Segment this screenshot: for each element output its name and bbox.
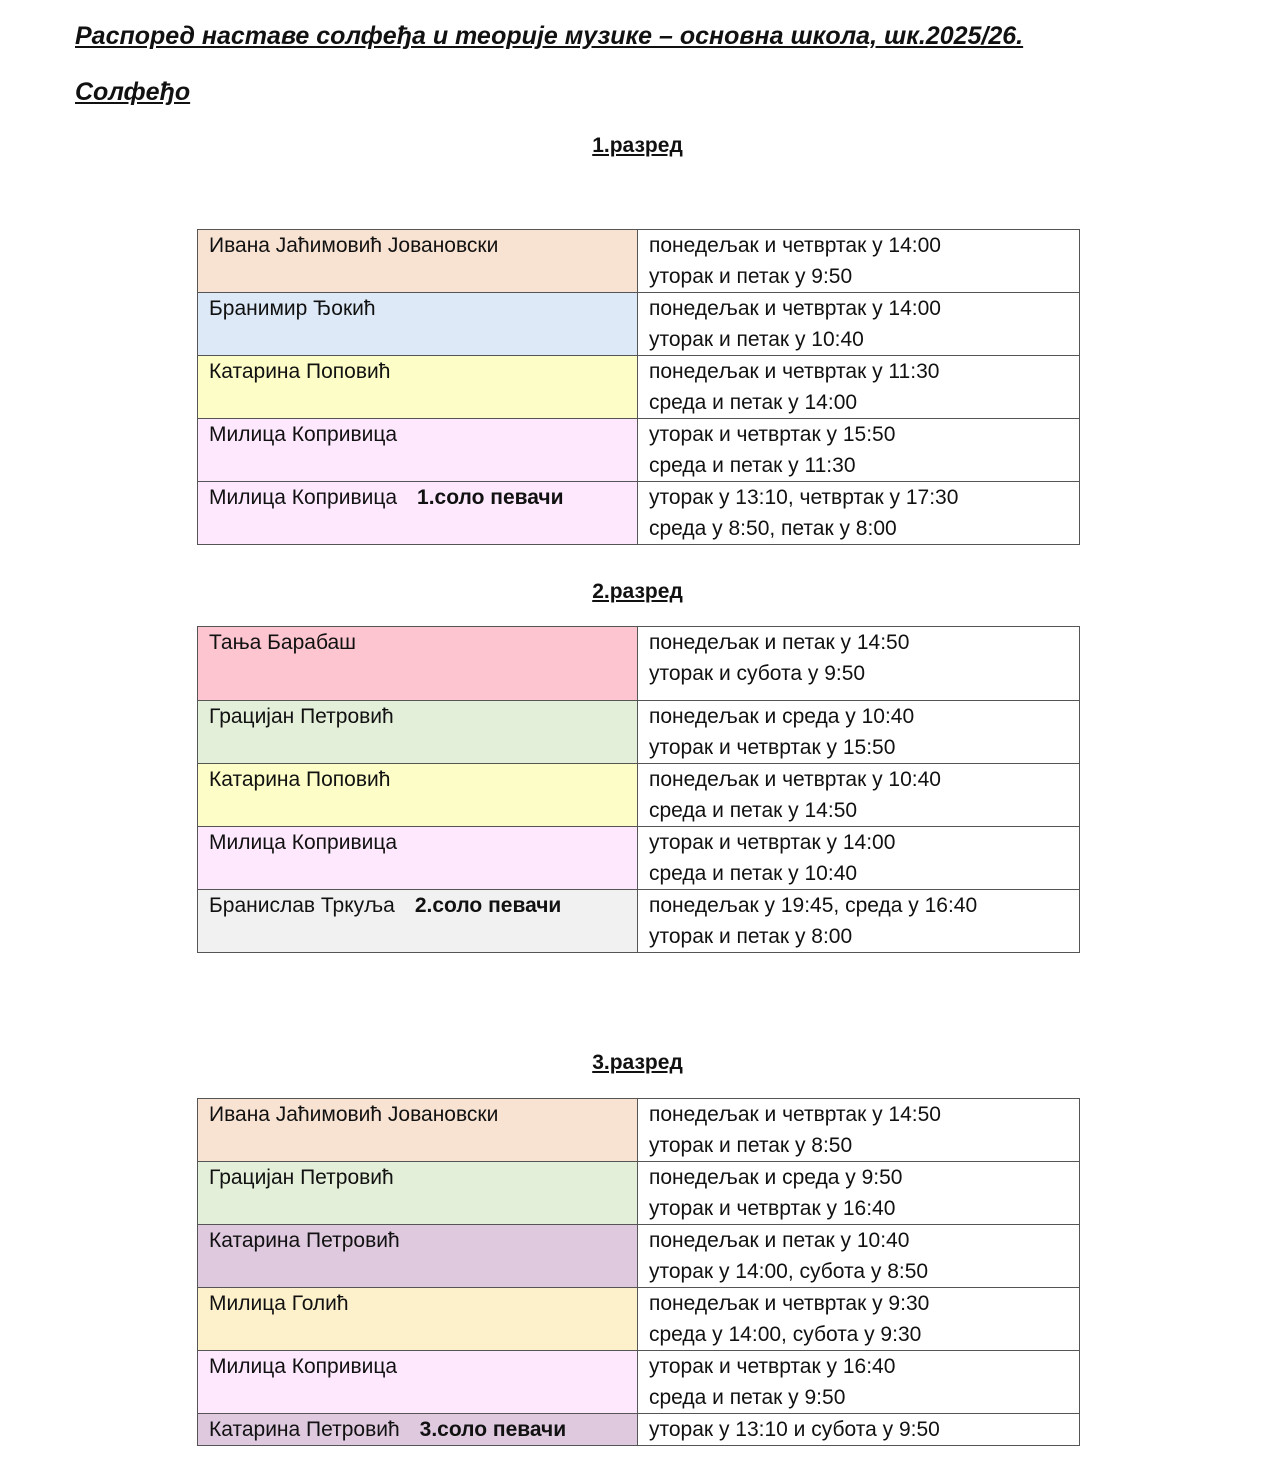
teacher-cell — [198, 1162, 638, 1225]
table-row — [198, 1414, 1080, 1446]
schedule-cell — [638, 419, 1080, 482]
table-row — [198, 1099, 1080, 1162]
teacher-cell — [198, 482, 638, 545]
teacher-cell — [198, 419, 638, 482]
table-row — [198, 293, 1080, 356]
section-title: Солфеђо — [75, 78, 191, 106]
schedule-line: уторак и четвртак у 15:50 — [649, 736, 896, 759]
schedule-line: уторак у 14:00, субота у 8:50 — [649, 1260, 929, 1283]
teacher-cell — [198, 230, 638, 293]
schedule-line: среда и петак у 14:50 — [649, 799, 858, 822]
teacher-cell — [198, 1351, 638, 1414]
table-row — [198, 1225, 1080, 1288]
table-row — [198, 890, 1080, 953]
schedule-line: среда и петак у 11:30 — [649, 454, 856, 477]
teacher-name: Грацијан Петровић — [209, 705, 394, 728]
schedule-line: среда у 14:00, субота у 9:30 — [649, 1323, 922, 1346]
table-row — [198, 1288, 1080, 1351]
grade-1-heading: 1.разред — [592, 134, 683, 157]
schedule-cell — [638, 356, 1080, 419]
teacher-name: Катарина Поповић — [209, 768, 391, 791]
schedule-line: понедељак и петак у 14:50 — [649, 631, 910, 654]
teacher-cell — [198, 701, 638, 764]
schedule-line: уторак и субота у 9:50 — [649, 662, 866, 685]
teacher-name: Милица Копривица — [209, 1355, 398, 1378]
schedule-line: понедељак и четвртак у 14:00 — [649, 234, 941, 257]
schedule-line: уторак у 13:10 и субота у 9:50 — [649, 1418, 940, 1441]
schedule-cell — [638, 890, 1080, 953]
table-row — [198, 482, 1080, 545]
schedule-line: уторак и петак у 9:50 — [649, 265, 853, 288]
schedule-cell — [638, 230, 1080, 293]
table-row — [198, 627, 1080, 701]
grade-3-table-body — [198, 1099, 1080, 1446]
schedule-line: понедељак и четвртак у 14:50 — [649, 1103, 941, 1126]
teacher-name: Бранимир Ђокић — [209, 297, 376, 320]
teacher-cell — [198, 293, 638, 356]
solo-group-label: 2.соло певачи — [414, 894, 562, 917]
schedule-line: понедељак и среда у 9:50 — [649, 1166, 903, 1189]
schedule-cell — [638, 827, 1080, 890]
teacher-cell — [198, 827, 638, 890]
teacher-name: Милица Голић — [209, 1292, 349, 1315]
solo-group-label: 1.соло певачи — [417, 486, 564, 509]
solo-group-label: 3.соло певачи — [419, 1418, 567, 1441]
schedule-cell — [638, 482, 1080, 545]
grade-2-schedule-table — [197, 626, 1080, 953]
table-row — [198, 419, 1080, 482]
schedule-line: понедељак и четвртак у 11:30 — [649, 360, 940, 383]
schedule-line: понедељак и четвртак у 9:30 — [649, 1292, 930, 1315]
teacher-cell — [198, 1225, 638, 1288]
schedule-line: понедељак и четвртак у 10:40 — [649, 768, 941, 791]
teacher-name: Милица Копривица — [209, 486, 398, 509]
schedule-line: понедељак и петак у 10:40 — [649, 1229, 910, 1252]
schedule-line: уторак у 13:10, четвртак у 17:30 — [649, 486, 959, 509]
table-row — [198, 1162, 1080, 1225]
teacher-name: Катарина Петровић — [209, 1229, 400, 1252]
grade-2-heading: 2.разред — [592, 580, 683, 603]
schedule-cell — [638, 293, 1080, 356]
teacher-name: Бранислав Тркуља — [209, 894, 395, 917]
schedule-cell — [638, 764, 1080, 827]
teacher-name: Катарина Петровић — [209, 1418, 400, 1441]
teacher-cell — [198, 764, 638, 827]
teacher-name: Катарина Поповић — [209, 360, 391, 383]
grade-2-table-body — [198, 627, 1080, 953]
schedule-line: уторак и петак у 8:00 — [649, 925, 853, 948]
schedule-line: среда и петак у 14:00 — [649, 391, 858, 414]
teacher-cell — [198, 356, 638, 419]
schedule-line: уторак и петак у 8:50 — [649, 1134, 853, 1157]
teacher-name: Милица Копривица — [209, 831, 398, 854]
schedule-line: уторак и четвртак у 16:40 — [649, 1197, 896, 1220]
schedule-line: уторак и петак у 10:40 — [649, 328, 864, 351]
teacher-cell — [198, 890, 638, 953]
schedule-cell — [638, 701, 1080, 764]
grade-1-table-body — [198, 230, 1080, 545]
document-title: Распоред наставе солфеђа и теорије музике – основна школа, шк.2025/26. — [75, 22, 1024, 50]
teacher-name: Милица Копривица — [209, 423, 398, 446]
grade-3-schedule-table — [197, 1098, 1080, 1446]
teacher-name: Тања Барабаш — [209, 631, 357, 654]
teacher-cell — [198, 1288, 638, 1351]
teacher-name: Ивана Јаћимовић Јовановски — [209, 234, 499, 257]
schedule-cell — [638, 1288, 1080, 1351]
schedule-line: уторак и четвртак у 15:50 — [649, 423, 896, 446]
schedule-line: среда у 8:50, петак у 8:00 — [649, 517, 897, 540]
schedule-line: уторак и четвртак у 14:00 — [649, 831, 896, 854]
schedule-cell — [638, 627, 1080, 701]
schedule-line: среда и петак у 10:40 — [649, 862, 858, 885]
table-row — [198, 827, 1080, 890]
schedule-line: среда и петак у 9:50 — [649, 1386, 846, 1409]
schedule-cell — [638, 1162, 1080, 1225]
teacher-name: Грацијан Петровић — [209, 1166, 394, 1189]
teacher-name: Ивана Јаћимовић Јовановски — [209, 1103, 499, 1126]
table-row — [198, 230, 1080, 293]
schedule-cell — [638, 1351, 1080, 1414]
schedule-line: понедељак и среда у 10:40 — [649, 705, 915, 728]
table-row — [198, 356, 1080, 419]
table-row — [198, 1351, 1080, 1414]
teacher-cell — [198, 1099, 638, 1162]
teacher-cell — [198, 627, 638, 701]
grade-1-schedule-table — [197, 229, 1080, 545]
schedule-cell — [638, 1225, 1080, 1288]
grade-3-heading: 3.разред — [592, 1051, 683, 1074]
table-row — [198, 701, 1080, 764]
schedule-line: уторак и четвртак у 16:40 — [649, 1355, 896, 1378]
teacher-cell — [198, 1414, 638, 1446]
table-row — [198, 764, 1080, 827]
schedule-line: понедељак у 19:45, среда у 16:40 — [649, 894, 978, 917]
schedule-cell — [638, 1414, 1080, 1446]
schedule-cell — [638, 1099, 1080, 1162]
schedule-line: понедељак и четвртак у 14:00 — [649, 297, 941, 320]
